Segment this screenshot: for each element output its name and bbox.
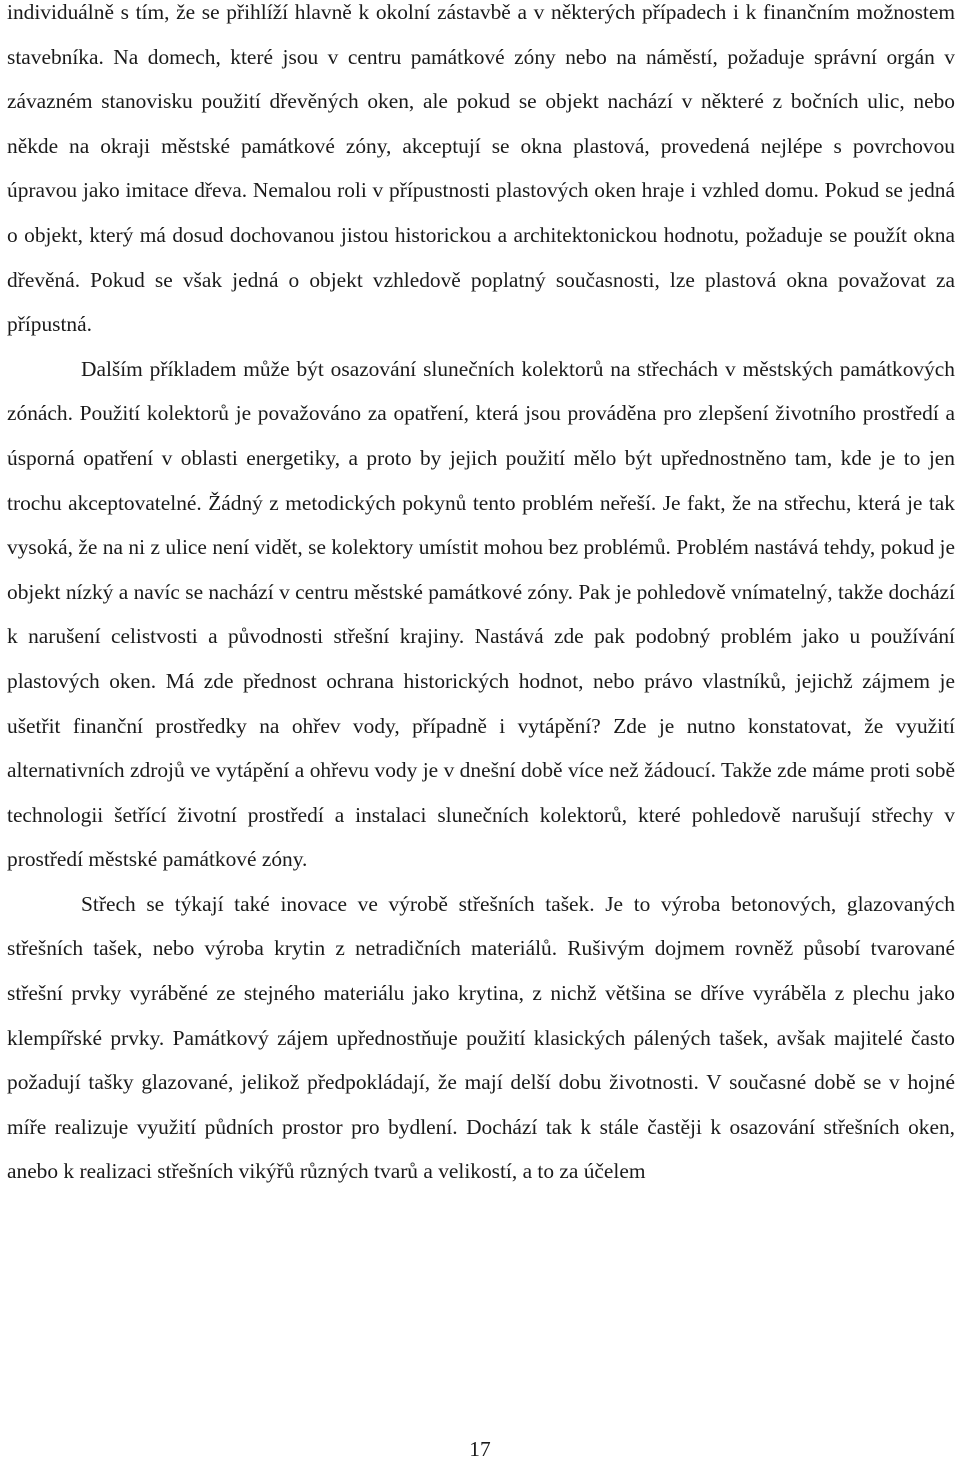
paragraph-windows: individuálně s tím, že se přihlíží hlavně k okolní zástavbě a v některých případech i k finančním možnostem stavebníka. Na domech, které jsou v centru památkové zóny nebo na náměstí, požaduje správní orgán v závazném stanovisku použití dřevěných oken, ale pokud se objekt nachází v některé z bočních ulic, nebo někde na okraji městské památkové zóny, akceptují se okna plastová, provedená nejlépe s povrchovou úpravou jako imitace dřeva. Nemalou roli v přípustnosti plastových oken hraje i vzhled domu. Pokud se jedná o objekt, který má dosud dochovanou jistou historickou a architektonickou hodnotu, požaduje se použít okna dřevěná. Pokud se však jedná o objekt vzhledově poplatný současnosti, lze plastová okna považovat za přípustná. bbox=[7, 0, 955, 337]
paragraph-solar-collectors: Dalším příkladem může být osazování slunečních kolektorů na střechách v městských památkových zónách. Použití kolektorů je považováno za opatření, která jsou prováděna pro zlepšení životního prostředí a úsporná opatření v oblasti energetiky, a proto by jejich použití mělo být upřednostněno tam, kde je to jen trochu akceptovatelné. Žádný z metodických pokynů tento problém neřeší. Je fakt, že na střechu, která je tak vysoká, že na ni z ulice není vidět, se kolektory umístit mohou bez problémů. Problém nastává tehdy, pokud je objekt nízký a navíc se nachází v centru městské památkové zóny. Pak je pohledově vnímatelný, takže dochází k narušení celistvosti a původnosti střešní krajiny. Nastává zde pak podobný problém jako u používání plastových oken. Má zde přednost ochrana historických hodnot, nebo právo vlastníků, jejichž zájmem je ušetřit finanční prostředky na ohřev vody, případně i vytápění? Zde je nutno konstatovat, že využití alternativních zdrojů ve vytápění a ohřevu vody je v dnešní době více než žádoucí. Takže zde máme proti sobě technologii šetřící životní prostředí a instalaci slunečních kolektorů, které pohledově narušují střechy v prostředí městské památkové zóny. bbox=[7, 356, 955, 872]
paragraph-roof-tiles: Střech se týkají také inovace ve výrobě střešních tašek. Je to výroba betonových, glazovaných střešních tašek, nebo výroba krytin z netradičních materiálů. Rušivým dojmem rovněž působí tvarované střešní prvky vyráběné ze stejného materiálu jako krytina, z nichž většina se dříve vyráběla z plechu jako klempířské prvky. Památkový zájem upřednostňuje použití klasických pálených tašek, avšak majitelé často požadují tašky glazované, jelikož předpokládají, že mají delší dobu životnosti. V současné době se v hojné míře realizuje využití půdních prostor pro bydlení. Dochází tak k stále častěji k osazování střešních oken, anebo k realizaci střešních vikýřů různých tvarů a velikostí, a to za účelem bbox=[7, 891, 955, 1184]
document-page bbox=[7, 0, 955, 1465]
page-number: 17 bbox=[469, 1437, 491, 1461]
